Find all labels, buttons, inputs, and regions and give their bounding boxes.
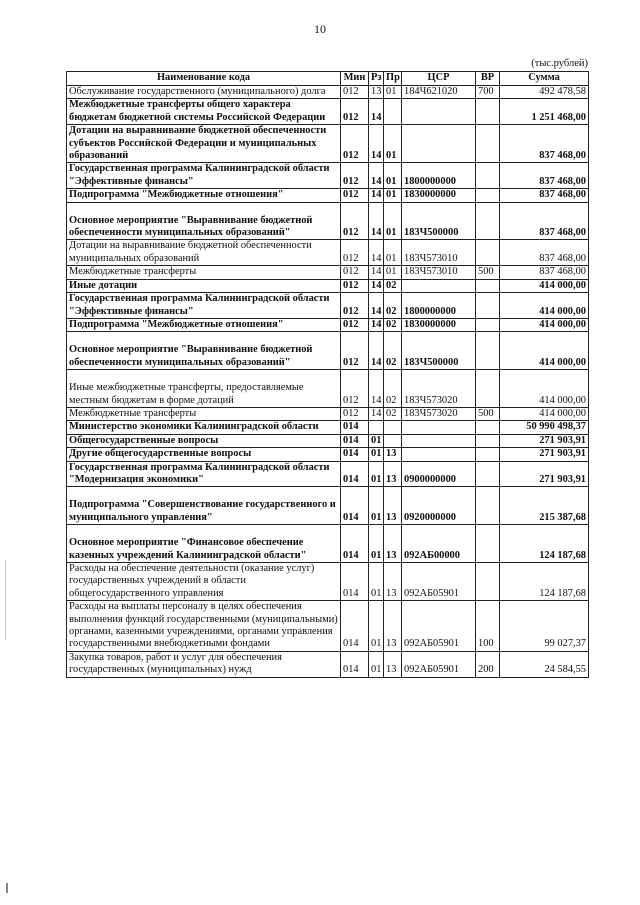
cell-sum: 414 000,00 [500, 407, 589, 420]
header-sum: Сумма [500, 72, 589, 86]
cell-vr [476, 125, 500, 163]
cell-min: 012 [341, 332, 369, 370]
cell-min: 012 [341, 202, 369, 240]
cell-csr: 1800000000 [402, 293, 476, 319]
table-row [67, 279, 589, 292]
table-row [67, 189, 589, 202]
cell-rz: 01 [369, 563, 384, 601]
cell-vr [476, 202, 500, 240]
cell-csr: 0920000000 [402, 487, 476, 525]
cell-vr [476, 318, 500, 331]
cell-pr: 13 [384, 448, 402, 461]
cell-csr: 092АБ00000 [402, 525, 476, 563]
table-row [67, 651, 589, 677]
cell-sum: 414 000,00 [500, 318, 589, 331]
cell-rz: 13 [369, 86, 384, 99]
cell-min: 012 [341, 125, 369, 163]
cell-csr [402, 279, 476, 292]
cell-csr: 183Ч573010 [402, 266, 476, 279]
cell-name: Дотации на выравнивание бюджетной обеспеченности субъектов Российской Федерации и муниципальных образований [67, 125, 341, 163]
cell-rz: 14 [369, 99, 384, 125]
cell-csr: 183Ч500000 [402, 202, 476, 240]
cell-min: 012 [341, 279, 369, 292]
cell-pr: 13 [384, 525, 402, 563]
cell-vr [476, 99, 500, 125]
cell-csr: 183Ч573020 [402, 407, 476, 420]
cell-sum: 271 903,91 [500, 448, 589, 461]
cell-name: Основное мероприятие "Финансовое обеспечение казенных учреждений Калининградской области" [67, 525, 341, 563]
cell-vr [476, 163, 500, 189]
cell-min: 014 [341, 434, 369, 447]
cell-pr: 02 [384, 332, 402, 370]
cell-csr: 183Ч573010 [402, 240, 476, 266]
cell-pr: 02 [384, 318, 402, 331]
cell-sum: 837 468,00 [500, 125, 589, 163]
cell-rz [369, 421, 384, 434]
cell-rz: 14 [369, 318, 384, 331]
cell-name: Обслуживание государственного (муниципального) долга [67, 86, 341, 99]
cell-csr [402, 99, 476, 125]
table-row [67, 448, 589, 461]
cell-sum: 99 027,37 [500, 601, 589, 652]
cell-pr: 13 [384, 461, 402, 487]
cell-rz: 14 [369, 279, 384, 292]
cell-pr [384, 99, 402, 125]
cell-sum: 837 468,00 [500, 189, 589, 202]
cell-min: 014 [341, 601, 369, 652]
cell-min: 014 [341, 461, 369, 487]
cell-vr [476, 563, 500, 601]
cell-sum: 414 000,00 [500, 332, 589, 370]
cell-sum: 215 387,68 [500, 487, 589, 525]
cell-name: Общегосударственные вопросы [67, 434, 341, 447]
cell-sum: 837 468,00 [500, 240, 589, 266]
cell-min: 012 [341, 163, 369, 189]
table-row [67, 240, 589, 266]
cell-csr: 183Ч500000 [402, 332, 476, 370]
cell-name: Закупка товаров, работ и услуг для обеспечения государственных (муниципальных) нужд [67, 651, 341, 677]
cell-csr: 092АБ05901 [402, 601, 476, 652]
cell-name: Государственная программа Калининградской области "Эффективные финансы" [67, 293, 341, 319]
cell-csr [402, 421, 476, 434]
cell-rz: 14 [369, 240, 384, 266]
budget-table [66, 71, 589, 678]
cell-csr [402, 125, 476, 163]
cell-sum: 837 468,00 [500, 266, 589, 279]
cell-rz: 01 [369, 461, 384, 487]
cell-pr: 02 [384, 407, 402, 420]
cell-rz: 01 [369, 525, 384, 563]
cell-rz: 01 [369, 651, 384, 677]
cell-sum: 837 468,00 [500, 163, 589, 189]
cell-vr: 500 [476, 407, 500, 420]
cell-min: 012 [341, 189, 369, 202]
cell-rz: 14 [369, 163, 384, 189]
cell-pr: 02 [384, 370, 402, 408]
cell-csr: 0900000000 [402, 461, 476, 487]
scan-margin-mark [6, 883, 8, 893]
cell-vr [476, 240, 500, 266]
table-row [67, 293, 589, 319]
cell-name: Основное мероприятие "Выравнивание бюджетной обеспеченности муниципальных образований" [67, 332, 341, 370]
cell-sum: 124 187,68 [500, 563, 589, 601]
cell-rz: 14 [369, 370, 384, 408]
units-label: (тыс.рублей) [531, 58, 588, 69]
page-number: 10 [314, 22, 326, 36]
cell-name: Государственная программа Калининградской области "Эффективные финансы" [67, 163, 341, 189]
cell-csr: 092АБ05901 [402, 651, 476, 677]
cell-vr [476, 434, 500, 447]
cell-vr [476, 421, 500, 434]
cell-min: 014 [341, 651, 369, 677]
cell-min: 012 [341, 266, 369, 279]
cell-name: Основное мероприятие "Выравнивание бюджетной обеспеченности муниципальных образований" [67, 202, 341, 240]
cell-sum: 414 000,00 [500, 293, 589, 319]
cell-name: Расходы на обеспечение деятельности (оказание услуг) государственных учреждений в области общегосударственного управления [67, 563, 341, 601]
cell-vr [476, 448, 500, 461]
table-row [67, 421, 589, 434]
cell-pr: 13 [384, 651, 402, 677]
table-row [67, 370, 589, 408]
cell-sum: 24 584,55 [500, 651, 589, 677]
table-row [67, 202, 589, 240]
table-row [67, 461, 589, 487]
cell-vr: 100 [476, 601, 500, 652]
header-rz: Рз [369, 72, 384, 86]
cell-name: Межбюджетные трансферты [67, 407, 341, 420]
cell-rz: 14 [369, 189, 384, 202]
table-row [67, 487, 589, 525]
cell-min: 012 [341, 240, 369, 266]
table-row [67, 266, 589, 279]
cell-csr: 092АБ05901 [402, 563, 476, 601]
table-row [67, 99, 589, 125]
cell-csr: 184Ч621020 [402, 86, 476, 99]
cell-min: 012 [341, 318, 369, 331]
cell-min: 012 [341, 370, 369, 408]
table-row [67, 125, 589, 163]
cell-vr [476, 370, 500, 408]
cell-pr [384, 421, 402, 434]
cell-pr: 01 [384, 86, 402, 99]
cell-pr: 01 [384, 125, 402, 163]
cell-sum: 492 478,58 [500, 86, 589, 99]
cell-csr [402, 448, 476, 461]
cell-rz: 14 [369, 125, 384, 163]
cell-pr: 01 [384, 202, 402, 240]
cell-vr [476, 487, 500, 525]
cell-rz: 14 [369, 293, 384, 319]
cell-pr: 02 [384, 279, 402, 292]
cell-rz: 14 [369, 407, 384, 420]
header-min: Мин [341, 72, 369, 86]
cell-sum: 414 000,00 [500, 370, 589, 408]
cell-rz: 01 [369, 487, 384, 525]
table-row [67, 332, 589, 370]
cell-name: Подпрограмма "Межбюджетные отношения" [67, 318, 341, 331]
scan-margin-line [5, 560, 6, 640]
table-row [67, 86, 589, 99]
table-row [67, 163, 589, 189]
cell-vr [476, 332, 500, 370]
cell-vr: 200 [476, 651, 500, 677]
cell-rz: 14 [369, 266, 384, 279]
cell-sum: 271 903,91 [500, 461, 589, 487]
cell-name: Другие общегосударственные вопросы [67, 448, 341, 461]
cell-csr [402, 434, 476, 447]
header-csr: ЦСР [402, 72, 476, 86]
cell-min: 012 [341, 293, 369, 319]
header-pr: Пр [384, 72, 402, 86]
cell-name: Межбюджетные трансферты общего характера бюджетам бюджетной системы Российской Федерации [67, 99, 341, 125]
cell-pr: 01 [384, 163, 402, 189]
cell-pr: 13 [384, 487, 402, 525]
cell-vr [476, 525, 500, 563]
cell-sum: 837 468,00 [500, 202, 589, 240]
cell-csr: 1830000000 [402, 189, 476, 202]
header-vr: ВР [476, 72, 500, 86]
cell-vr [476, 279, 500, 292]
cell-pr: 01 [384, 189, 402, 202]
cell-name: Иные дотации [67, 279, 341, 292]
table-row [67, 563, 589, 601]
cell-sum: 1 251 468,00 [500, 99, 589, 125]
cell-name: Министерство экономики Калининградской области [67, 421, 341, 434]
cell-name: Иные межбюджетные трансферты, предоставляемые местным бюджетам в форме дотаций [67, 370, 341, 408]
cell-name: Подпрограмма "Совершенствование государственного и муниципального управления" [67, 487, 341, 525]
cell-rz: 01 [369, 448, 384, 461]
cell-vr: 500 [476, 266, 500, 279]
table-row [67, 601, 589, 652]
cell-min: 014 [341, 448, 369, 461]
cell-sum: 271 903,91 [500, 434, 589, 447]
cell-rz: 01 [369, 434, 384, 447]
table-row [67, 434, 589, 447]
cell-vr [476, 189, 500, 202]
cell-name: Расходы на выплаты персоналу в целях обеспечения выполнения функций государственными (муниципальными) органами, казенными учреждениями, органами управления государственными внебюджетными фондами [67, 601, 341, 652]
table-body [67, 86, 589, 678]
cell-csr: 183Ч573020 [402, 370, 476, 408]
table-header-row [67, 72, 589, 86]
cell-min: 012 [341, 407, 369, 420]
cell-name: Государственная программа Калининградской области "Модернизация экономики" [67, 461, 341, 487]
cell-min: 014 [341, 525, 369, 563]
table-row [67, 525, 589, 563]
cell-min: 012 [341, 99, 369, 125]
cell-name: Подпрограмма "Межбюджетные отношения" [67, 189, 341, 202]
cell-pr: 01 [384, 240, 402, 266]
table-row [67, 407, 589, 420]
cell-min: 012 [341, 86, 369, 99]
cell-rz: 14 [369, 332, 384, 370]
cell-pr: 13 [384, 601, 402, 652]
cell-pr: 01 [384, 266, 402, 279]
cell-name: Межбюджетные трансферты [67, 266, 341, 279]
cell-rz: 01 [369, 601, 384, 652]
cell-sum: 50 990 498,37 [500, 421, 589, 434]
cell-vr [476, 461, 500, 487]
header-name: Наименование кода [67, 72, 341, 86]
cell-csr: 1830000000 [402, 318, 476, 331]
cell-pr: 13 [384, 563, 402, 601]
cell-sum: 414 000,00 [500, 279, 589, 292]
cell-pr [384, 434, 402, 447]
cell-min: 014 [341, 421, 369, 434]
cell-vr [476, 293, 500, 319]
table-row [67, 318, 589, 331]
cell-sum: 124 187,68 [500, 525, 589, 563]
cell-name: Дотации на выравнивание бюджетной обеспеченности муниципальных образований [67, 240, 341, 266]
cell-vr: 700 [476, 86, 500, 99]
cell-min: 014 [341, 563, 369, 601]
cell-csr: 1800000000 [402, 163, 476, 189]
cell-min: 014 [341, 487, 369, 525]
cell-rz: 14 [369, 202, 384, 240]
cell-pr: 02 [384, 293, 402, 319]
